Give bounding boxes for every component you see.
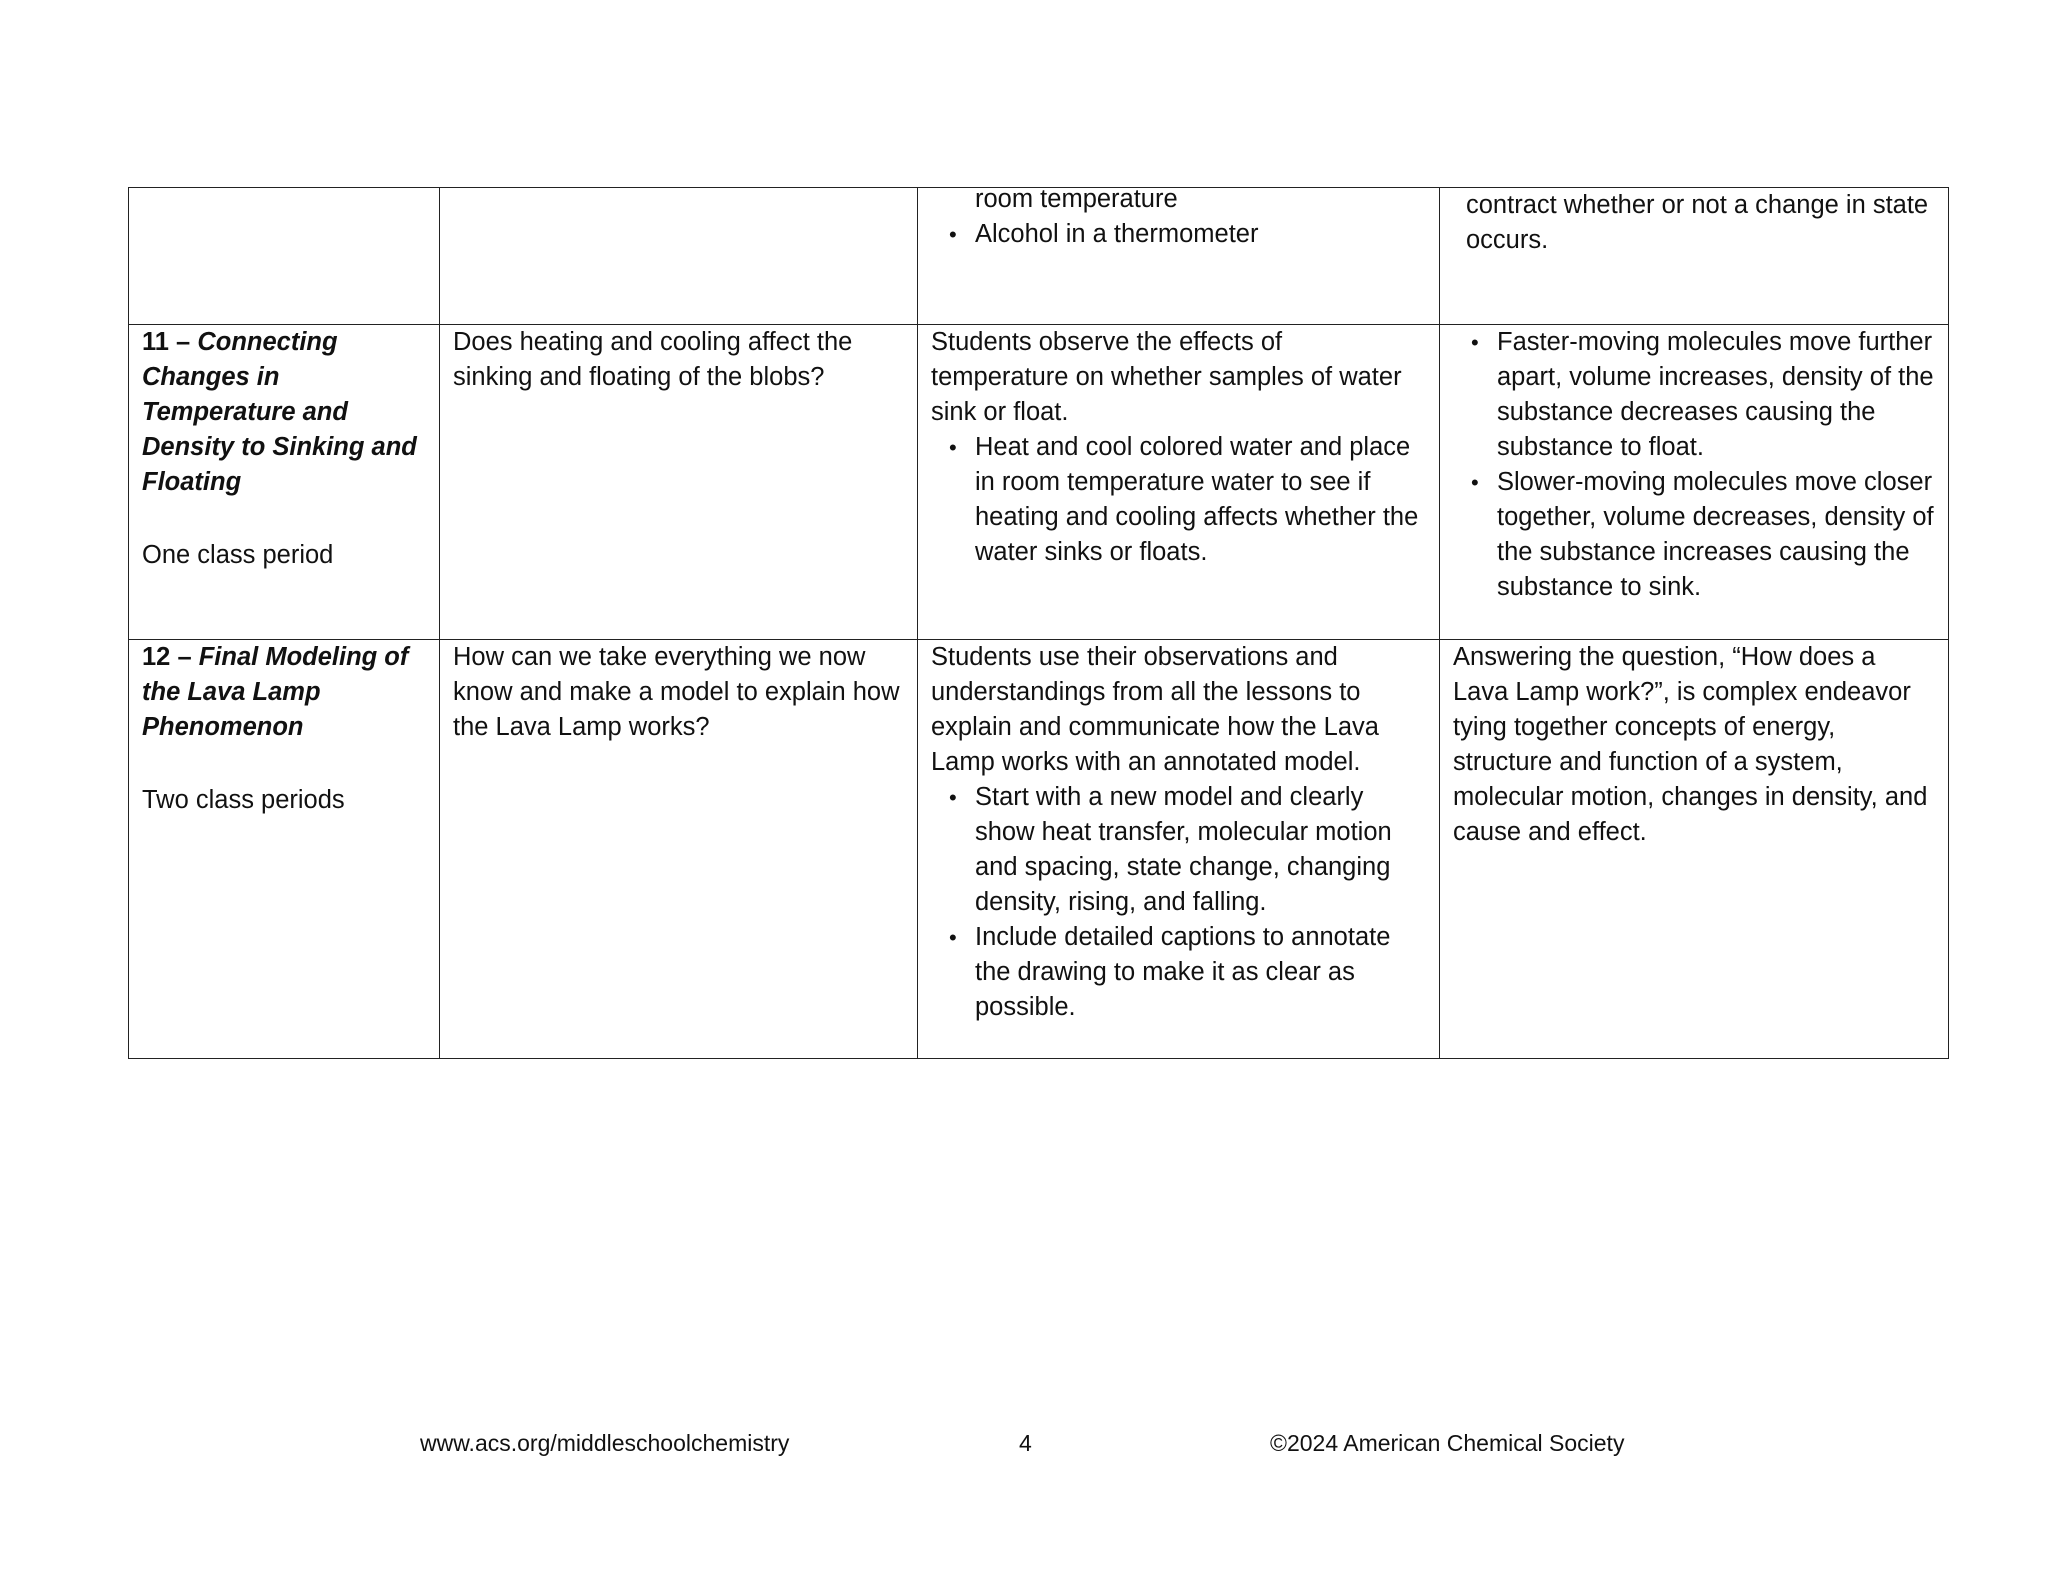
driving-question: How can we take everything we now know and make a model to explain how the Lava Lamp works? [453, 643, 900, 741]
outcome-cell [1440, 188, 1949, 325]
table-row-lesson-12 [129, 640, 1949, 1059]
activity-cell [918, 640, 1440, 1059]
lesson-cell [129, 640, 440, 1059]
activity-item: • Heat and cool colored water and place in room temperature water to see if heating and cooling affects whether the water sinks or floats. [975, 430, 1426, 570]
activity-intro: Students use their observations and understandings from all the lessons to explain and communicate how the Lava Lamp works with an annotated model. [931, 643, 1379, 776]
activity-item: • Include detailed captions to annotate the drawing to make it as clear as possible. [975, 920, 1426, 1025]
activity-item: • Alcohol in a thermometer [975, 217, 1426, 252]
footer-url: www.acs.org/middleschoolchemistry [420, 1430, 790, 1456]
activity-list [931, 780, 1426, 1025]
page-footer [0, 1425, 2048, 1461]
activity-intro: Students observe the effects of temperature on whether samples of water sink or float. [931, 328, 1402, 426]
activity-cell [918, 325, 1440, 640]
lesson-title [142, 640, 426, 745]
outcome-text: Answering the question, “How does a Lava Lamp work?”, is complex endeavor tying together concepts of energy, structure and function of a system, molecular motion, changes in density, and cause and effect. [1453, 643, 1928, 846]
lesson-duration: Two class periods [142, 786, 345, 814]
activity-item: • Start with a new model and clearly show heat transfer, molecular motion and spacing, state change, changing density, rising, and falling. [975, 780, 1426, 920]
outcome-item: • Faster-moving molecules move further apart, volume increases, density of the substance decreases causing the substance to float. [1497, 325, 1935, 465]
lesson-number: 12 – [142, 643, 192, 671]
lesson-cell-empty [129, 188, 440, 325]
footer-copyright: ©2024 American Chemical Society [1270, 1430, 1625, 1456]
activity-list [931, 182, 1426, 252]
outcome-cell [1440, 640, 1949, 1059]
outcome-item: • Slower-moving molecules move closer together, volume decreases, density of the substance increases causing the substance to sink. [1497, 465, 1935, 605]
activity-cell [918, 185, 1440, 325]
question-cell [440, 640, 918, 1059]
activity-item-continued: room temperature [975, 185, 1178, 213]
question-cell-empty [440, 188, 918, 325]
lesson-overview-table [128, 187, 1949, 1059]
question-cell [440, 325, 918, 640]
table-row-lesson-11 [129, 325, 1949, 640]
page-number: 4 [1019, 1430, 1032, 1456]
lesson-title [142, 325, 426, 500]
lesson-name: Connecting Changes in Temperature and Density to Sinking and Floating [142, 328, 417, 496]
lesson-name: Final Modeling of the Lava Lamp Phenomenon [142, 643, 409, 741]
outcome-cell [1440, 325, 1949, 640]
table-row-continued [129, 188, 1949, 325]
driving-question: Does heating and cooling affect the sinking and floating of the blobs? [453, 328, 853, 391]
outcome-text-continued: contract whether or not a change in state occurs. [1466, 191, 1929, 254]
activity-list [931, 430, 1426, 570]
outcome-list [1453, 325, 1935, 605]
lesson-duration: One class period [142, 541, 334, 569]
lesson-number: 11 – [142, 328, 191, 356]
lesson-cell [129, 325, 440, 640]
